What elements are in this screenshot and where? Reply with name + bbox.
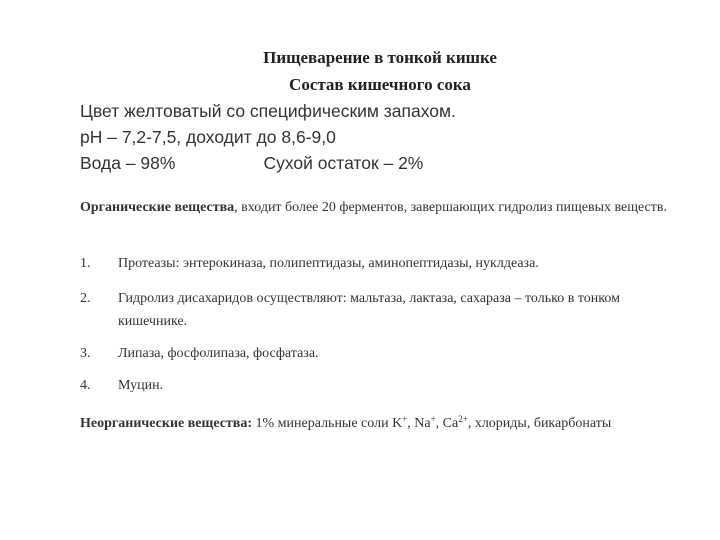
list-item-text: Протеазы: энтерокиназа, полипептидазы, аминопептидазы, нуклдеаза.: [118, 256, 539, 271]
inorganic-text-d: , хлориды, бикарбонаты: [467, 416, 612, 431]
dry-residue-percentage: Сухой остаток – 2%: [263, 153, 424, 173]
potassium-charge: +: [402, 414, 408, 424]
list-item-number: 1.: [80, 256, 91, 271]
list-item: [80, 374, 640, 397]
list-item-number: 2.: [80, 291, 91, 306]
slide-subtitle: Состав кишечного сока: [289, 75, 471, 94]
inorganic-substances-paragraph: [80, 408, 670, 435]
organic-substances-label: Органические вещества: [80, 200, 235, 215]
inorganic-text-c: , Ca: [435, 416, 459, 431]
inorganic-text-b: , Na: [407, 416, 431, 431]
organic-substances-paragraph: [80, 196, 670, 219]
list-item: [80, 252, 640, 275]
calcium-charge: 2+: [458, 414, 468, 424]
water-percentage: Вода – 98%: [80, 153, 176, 173]
list-item: [80, 342, 640, 365]
list-item-text: Гидролиз дисахаридов осуществляют: мальтаза, лактаза, сахараза – только в тонком кишечнике.: [118, 291, 620, 329]
list-item-text: Муцин.: [118, 378, 164, 393]
inorganic-text-a: 1% минеральные соли K: [252, 416, 403, 431]
list-item-number: 4.: [80, 378, 91, 393]
composition-line: [80, 153, 423, 174]
organic-substances-text: , входит более 20 ферментов, завершающих гидролиз пищевых веществ.: [234, 200, 667, 215]
color-description: Цвет желтоватый со специфическим запахом.: [80, 101, 456, 121]
sodium-charge: +: [430, 414, 436, 424]
ph-description: pH – 7,2-7,5, доходит до 8,6-9,0: [80, 127, 336, 147]
inorganic-substances-label: Неорганические вещества:: [80, 416, 253, 431]
slide-title: Пищеварение в тонкой кишке: [263, 48, 497, 67]
list-item: [80, 287, 640, 333]
list-item-number: 3.: [80, 346, 91, 361]
list-item-text: Липаза, фосфолипаза, фосфатаза.: [118, 346, 319, 361]
